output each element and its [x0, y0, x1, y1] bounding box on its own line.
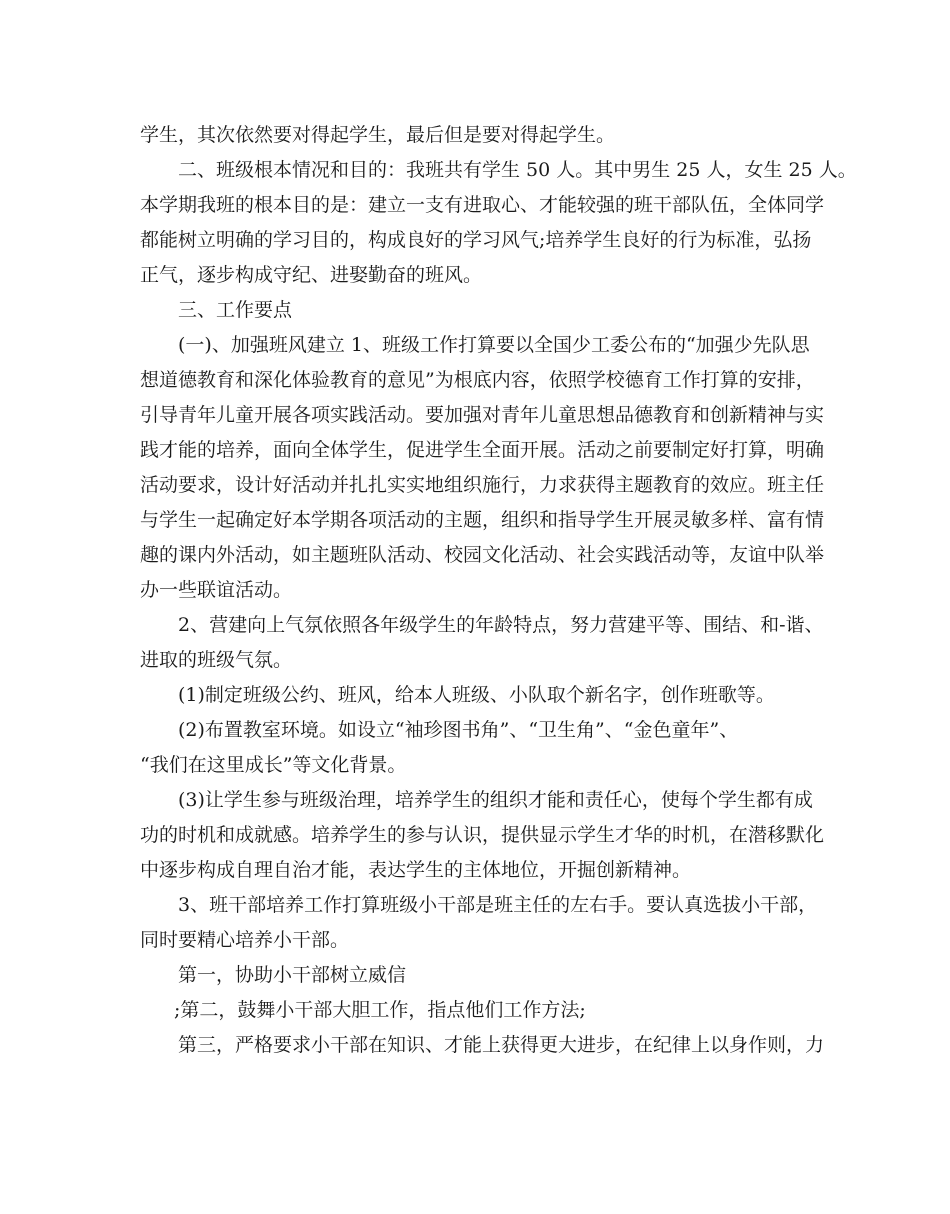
text-line: 学生，其次依然要对得起学生，最后但是要对得起学生。 [140, 124, 616, 146]
text-line: (3)让学生参与班级治理，培养学生的组织才能和责任心，使每个学生都有成 [178, 789, 813, 811]
text-line: 功的时机和成就感。培养学生的参与认识，提供显示学生才华的时机，在潜移默化 [140, 824, 825, 846]
text-line: 3、班干部培养工作打算班级小干部是班主任的左右手。要认真选拔小干部， [178, 894, 818, 916]
text-line: 同时要精心培养小干部。 [140, 929, 350, 951]
text-line: 2、营建向上气氛依照各年级学生的年龄特点，努力营建平等、围结、和-谐、 [178, 614, 824, 636]
text-line: 引导青年儿童开展各项实践活动。要加强对青年儿童思想品德教育和创新精神与实 [140, 404, 825, 426]
text-line: “我们在这里成长”等文化背景。 [140, 754, 407, 776]
text-line: (2)布置教室环境。如设立“袖珍图书角”、“卫生角”、“金色童年”、 [178, 719, 739, 741]
text-line: 践才能的培养，面向全体学生，促进学生全面开展。活动之前要制定好打算，明确 [140, 439, 825, 461]
text-line: 都能树立明确的学习目的，构成良好的学习风气;培养学生良好的行为标准，弘扬 [140, 229, 812, 251]
text-line: ;第二，鼓舞小干部大胆工作，指点他们工作方法; [174, 999, 586, 1021]
text-line: 三、工作要点 [178, 299, 293, 321]
text-line: 二、班级根本情况和目的：我班共有学生 50 人。其中男生 25 人，女生 25 人。 [178, 159, 857, 181]
text-line: 中逐步构成自理自治才能，表达学生的主体地位，开掘创新精神。 [140, 859, 692, 881]
text-line: 与学生一起确定好本学期各项活动的主题，组织和指导学生开展灵敏多样、富有情 [140, 509, 825, 531]
text-line: 正气，逐步构成守纪、进娶勤奋的班风。 [140, 264, 483, 286]
text-line: 趣的课内外活动，如主题班队活动、校园文化活动、社会实践活动等，友谊中队举 [140, 544, 825, 566]
text-line: (1)制定班级公约、班风，给本人班级、小队取个新名字，创作班歌等。 [178, 684, 775, 706]
text-line: 想道德教育和深化体验教育的意见”为根底内容，依照学校德育工作打算的安排， [140, 369, 815, 391]
text-line: 进取的班级气氛。 [140, 649, 293, 671]
text-line: (一)、加强班风建立 1、班级工作打算要以全国少工委公布的“加强少先队思 [178, 334, 810, 356]
text-line: 办一些联谊活动。 [140, 579, 293, 601]
text-line: 本学期我班的根本目的是：建立一支有进取心、才能较强的班干部队伍，全体同学 [140, 194, 825, 216]
text-line: 第一，协助小干部树立威信 [178, 964, 407, 986]
text-line: 第三，严格要求小干部在知识、才能上获得更大进步，在纪律上以身作则，力 [178, 1034, 825, 1056]
text-line: 活动要求，设计好活动并扎扎实实地组织施行，力求获得主题教育的效应。班主任 [140, 474, 825, 496]
